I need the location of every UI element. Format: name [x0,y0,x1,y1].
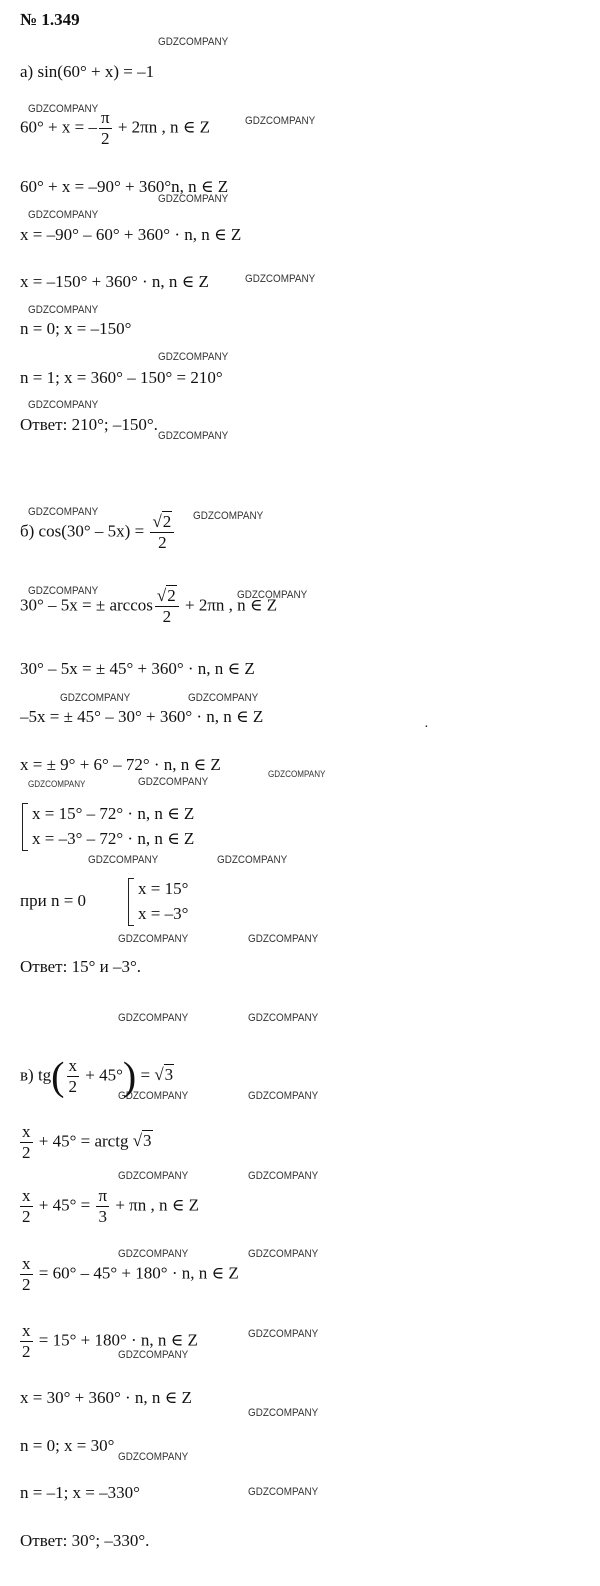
part-c-equation-mid: + 45° [85,1065,123,1085]
part-c-equation-left: в) tg [20,1065,52,1085]
stray-dot: · [424,720,429,735]
watermark: GDZCOMPANY [28,399,99,411]
watermark: GDZCOMPANY [118,1012,189,1024]
part-a-step-1-fraction [99,108,112,149]
part-c-step-2-fraction-2 [96,1186,109,1227]
watermark: GDZCOMPANY [28,209,99,221]
right-paren-icon: ) [122,1053,137,1099]
watermark: GDZCOMPANY [237,589,308,601]
watermark: GDZCOMPANY [28,585,99,597]
watermark: GDZCOMPANY [118,1090,189,1102]
part-a-step-4: x = –150° + 360° · n, n ∈ Z [20,272,209,291]
part-a-step-1-right: + 2πn , n ∈ Z [117,117,210,137]
part-c-step-3 [20,1254,239,1295]
part-c-equation-equals: = [140,1065,151,1085]
fraction-denominator: 2 [158,533,167,552]
part-b-system-line-1: x = 15° – 72° · n, n ∈ Z [32,804,195,823]
watermark: GDZCOMPANY [188,692,259,704]
watermark: GDZCOMPANY [28,506,99,518]
part-c-answer: Ответ: 30°; –330°. [20,1531,150,1550]
fraction-denominator: 2 [22,1275,31,1294]
watermark: GDZCOMPANY [245,273,316,285]
system-bracket [22,803,28,851]
part-a-step-5: n = 0; x = –150° [20,319,132,338]
part-c-step-2-right: + πn , n ∈ Z [115,1195,199,1215]
watermark: GDZCOMPANY [28,779,86,789]
fraction-denominator: 2 [22,1143,31,1162]
watermark: GDZCOMPANY [118,1248,189,1260]
sqrt-radicand: 3 [164,1065,174,1085]
watermark: GDZCOMPANY [158,193,229,205]
part-a-equation: а) sin(60° + x) = –1 [20,62,155,81]
part-b-step-3: –5x = ± 45° – 30° + 360° · n, n ∈ Z [20,707,264,726]
fraction-denominator: 2 [162,607,172,626]
system-bracket [128,878,134,926]
part-b-equation-fraction [150,512,174,553]
part-c-equation-fraction [67,1056,80,1097]
watermark: GDZCOMPANY [138,776,209,788]
watermark: GDZCOMPANY [248,1328,319,1340]
part-b-step-2: 30° – 5x = ± 45° + 360° · n, n ∈ Z [20,659,255,678]
fraction-numerator: x [22,1186,31,1205]
watermark: GDZCOMPANY [193,510,264,522]
sqrt-radicand: 2 [167,586,176,605]
part-a-step-2: 60° + x = –90° + 360°n, n ∈ Z [20,177,229,196]
part-c-step-3-fraction [20,1254,33,1295]
part-b-equation-left: б) cos(30° – 5x) = [20,521,145,541]
part-c-step-6: n = 0; x = 30° [20,1436,115,1455]
watermark: GDZCOMPANY [60,692,131,704]
fraction-denominator: 2 [68,1077,77,1096]
part-b-step-4: x = ± 9° + 6° – 72° · n, n ∈ Z [20,755,221,774]
watermark: GDZCOMPANY [248,1407,319,1419]
sqrt-radicand: 3 [143,1131,152,1151]
fraction-numerator: π [100,108,110,127]
watermark: GDZCOMPANY [88,854,159,866]
part-c-step-1-fraction [20,1122,33,1163]
fraction-denominator: 3 [98,1207,108,1226]
fraction-denominator: 2 [22,1207,31,1226]
part-c-equation-sqrt [154,1065,174,1085]
sqrt-icon: √ [132,1131,143,1151]
part-b-step-1-right: + 2πn , n ∈ Z [184,595,278,615]
part-c-step-2-fraction [20,1186,33,1227]
watermark: GDZCOMPANY [245,115,316,127]
part-c-step-4-right: = 15° + 180° · n, n ∈ Z [38,1330,198,1350]
fraction-denominator: 2 [101,129,110,148]
problem-number: № 1.349 [20,10,80,29]
sqrt-icon: √ [154,1065,164,1085]
part-b-system-line-2: x = –3° – 72° · n, n ∈ Z [32,829,195,848]
part-c-step-2 [20,1186,199,1227]
part-a-step-1 [20,108,210,149]
part-c-step-1-right: + 45° = arctg [38,1131,129,1151]
watermark: GDZCOMPANY [248,1486,319,1498]
watermark: GDZCOMPANY [248,933,319,945]
part-a-step-1-left: 60° + x = – [20,117,97,137]
part-c-step-1-sqrt [133,1131,153,1151]
fraction-numerator [150,512,174,533]
part-b-step-1 [20,586,277,627]
watermark: GDZCOMPANY [268,769,326,779]
watermark: GDZCOMPANY [248,1090,319,1102]
part-b-step-1-left: 30° – 5x = ± arccos [20,595,153,615]
part-c-step-7: n = –1; x = –330° [20,1483,140,1502]
watermark: GDZCOMPANY [158,430,229,442]
part-b-system-line-3: x = 15° [138,879,189,898]
fraction-numerator: x [22,1254,31,1273]
watermark: GDZCOMPANY [28,103,99,115]
part-c-step-4-fraction [20,1321,33,1362]
fraction-numerator: x [22,1122,31,1141]
part-c-step-3-right: = 60° – 45° + 180° · n, n ∈ Z [38,1263,239,1283]
fraction-numerator: π [98,1186,108,1205]
fraction-denominator: 2 [22,1342,31,1361]
part-b-step-1-fraction [155,586,179,627]
part-a-step-6: n = 1; x = 360° – 150° = 210° [20,368,223,387]
part-c-step-5: x = 30° + 360° · n, n ∈ Z [20,1388,192,1407]
watermark: GDZCOMPANY [118,1170,189,1182]
watermark: GDZCOMPANY [28,304,99,316]
watermark: GDZCOMPANY [158,351,229,363]
left-paren-icon: ( [51,1053,65,1099]
part-b-equation [20,512,176,553]
fraction-numerator [155,586,179,607]
part-b-answer: Ответ: 15° и –3°. [20,957,142,976]
watermark: GDZCOMPANY [248,1170,319,1182]
part-c-step-2-mid: + 45° = [38,1195,91,1215]
part-c-step-1 [20,1122,153,1163]
watermark: GDZCOMPANY [248,1248,319,1260]
part-a-step-3: x = –90° – 60° + 360° · n, n ∈ Z [20,225,242,244]
watermark: GDZCOMPANY [118,1451,189,1463]
sqrt-radicand: 2 [162,512,172,531]
part-c-step-4 [20,1321,198,1362]
watermark: GDZCOMPANY [118,1349,189,1361]
watermark: GDZCOMPANY [248,1012,319,1024]
fraction-numerator: x [68,1056,77,1075]
sqrt-icon: √ [152,512,162,531]
part-b-system-line-4: x = –3° [138,904,189,923]
watermark: GDZCOMPANY [158,36,229,48]
watermark: GDZCOMPANY [118,933,189,945]
sqrt-icon: √ [156,586,167,605]
watermark: GDZCOMPANY [217,854,288,866]
part-b-when-label: при n = 0 [20,891,87,910]
part-a-answer: Ответ: 210°; –150°. [20,415,158,434]
fraction-numerator: x [22,1321,31,1340]
